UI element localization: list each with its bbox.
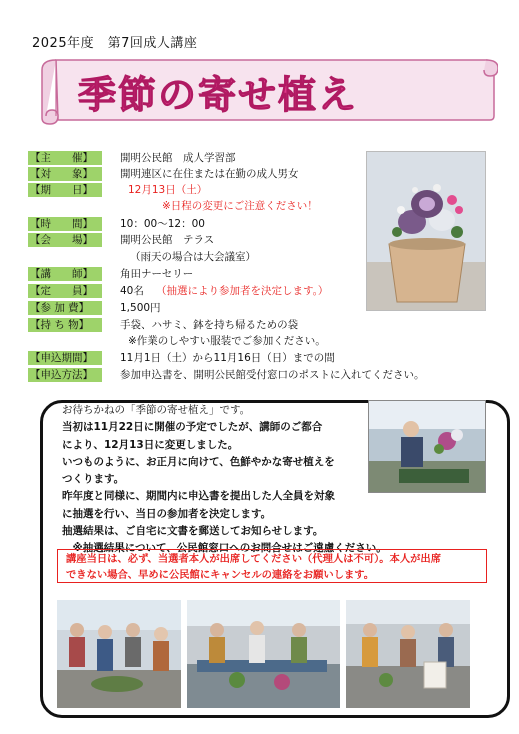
- info-value: 手袋、ハサミ、鉢を持ち帰るための袋: [120, 319, 299, 331]
- page-title: 季節の寄せ植え: [78, 73, 359, 117]
- workshop-illustration-3: [346, 600, 470, 708]
- instructor-illustration: [369, 401, 486, 493]
- flower-pot-illustration: [367, 152, 486, 311]
- notice-line: お待ちかねの「季節の寄せ植え」です。: [62, 404, 251, 416]
- info-label: 【時 間】: [28, 217, 102, 231]
- info-label: 【申込期間】: [28, 351, 102, 365]
- info-label: 【参 加 費】: [28, 301, 102, 315]
- notice-line: 抽選結果は、ご自宅に文書を郵送してお知らせします。: [62, 525, 324, 538]
- notice-line: いつものように、お正月に向けて、色鮮やかな寄せ植えを: [62, 455, 335, 468]
- info-label: 【持 ち 物】: [28, 318, 102, 332]
- flower-pot-photo: [366, 151, 486, 311]
- info-label: 【申込方法】: [28, 368, 102, 382]
- info-value: 1,500円: [120, 302, 161, 314]
- title-scroll-banner: [28, 54, 498, 126]
- workshop-illustration-2: [187, 600, 340, 708]
- alert-line: 講座当日は、必ず、当選者本人が出席してください（代理人は不可）。本人が出席: [66, 553, 442, 565]
- course-header: 2025年度 第7回成人講座: [32, 36, 198, 51]
- notice-line: つくります。: [62, 473, 125, 486]
- info-value: 角田ナーセリー: [120, 268, 194, 280]
- notice-line: に抽選を行い、当日の参加者を決定します。: [62, 507, 272, 520]
- alert-line: できない場合、早めに公民館にキャンセルの連絡をお願いします。: [66, 569, 375, 581]
- info-label: 【定 員】: [28, 284, 102, 298]
- notice-line: 当初は11月22日に開催の予定でしたが、講師のご都合: [62, 421, 323, 434]
- info-value: 開明連区に在住または在勤の成人男女: [120, 168, 299, 180]
- info-label: 【主 催】: [28, 151, 102, 165]
- notice-line: 昨年度と同様に、期間内に申込書を提出した人全員を対象: [62, 490, 335, 503]
- workshop-photo-2: [187, 600, 340, 708]
- notice-message: [62, 402, 387, 558]
- info-label: 【会 場】: [28, 233, 102, 247]
- instructor-photo: [368, 400, 486, 493]
- workshop-photo-1: [57, 600, 181, 708]
- info-value: 40名: [120, 285, 144, 297]
- info-value: 開明公民館 成人学習部: [120, 152, 236, 164]
- info-value-date: 12月13日（土）: [128, 184, 208, 196]
- info-value: 参加申込書を、開明公民館受付窓口のポストに入れてください。: [120, 369, 425, 381]
- workshop-illustration-1: [57, 600, 181, 708]
- lottery-note: （抽選により参加者を決定します。）: [156, 285, 329, 297]
- notice-line: ※抽選結果について、公民館窓口へのお問合せはご遠慮ください。: [62, 542, 387, 555]
- info-label: 【期 日】: [28, 183, 102, 197]
- info-label: 【対 象】: [28, 167, 102, 181]
- info-value: 11月1日（土）から11月16日（日）までの間: [120, 352, 335, 364]
- info-value: 開明公民館 テラス: [120, 234, 215, 246]
- attendance-alert: [57, 549, 487, 583]
- info-value: 10：00～12：00: [120, 218, 205, 230]
- info-label: 【講 師】: [28, 267, 102, 281]
- workshop-photo-3: [346, 600, 470, 708]
- notice-line: により、12月13日に変更しました。: [62, 438, 239, 451]
